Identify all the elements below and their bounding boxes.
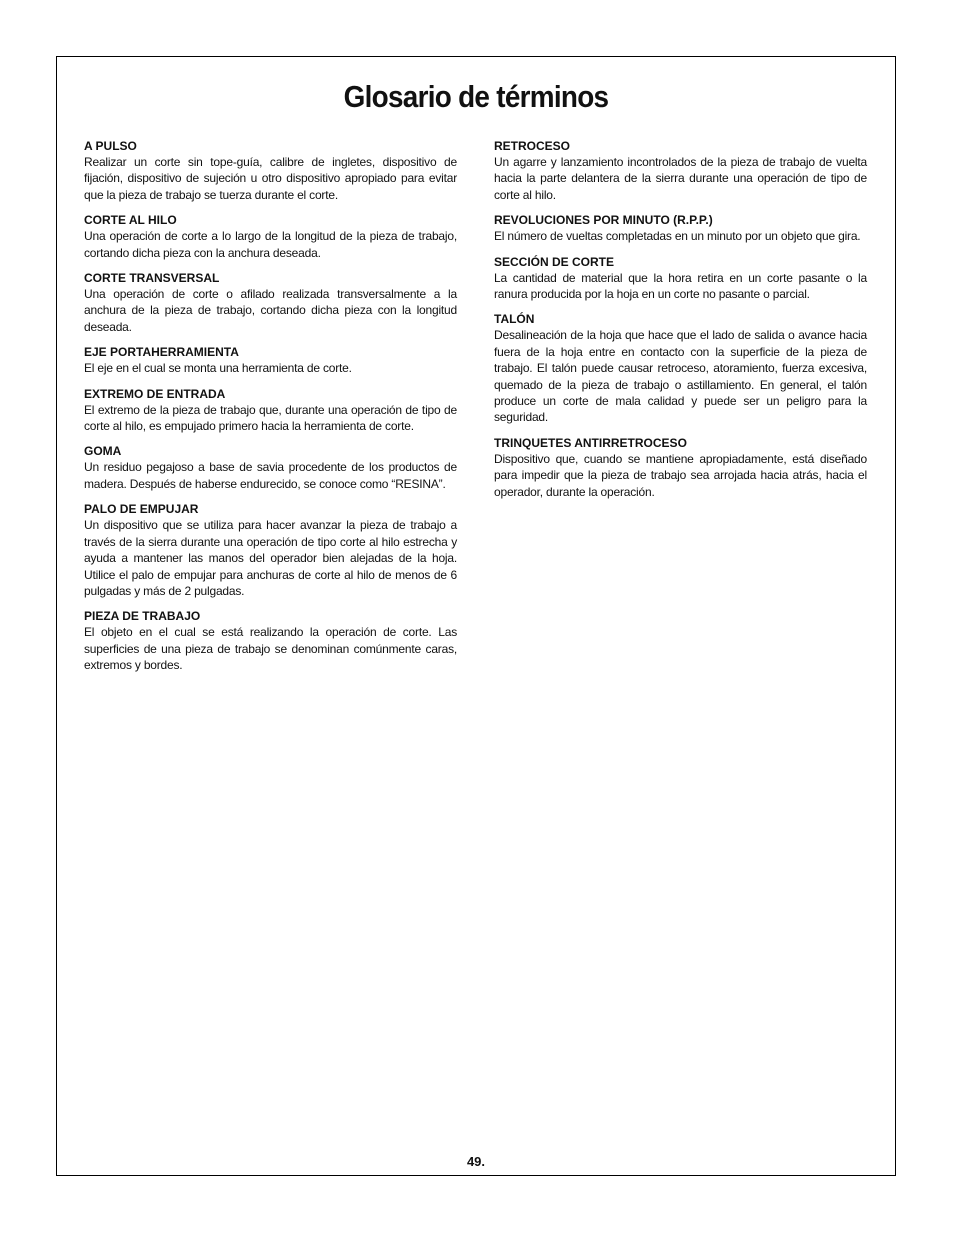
glossary-entry [84, 270, 457, 335]
glossary-entry [84, 212, 457, 261]
glossary-entry [494, 311, 867, 425]
glossary-term: TALÓN [494, 312, 535, 327]
glossary-definition: Realizar un corte sin tope-guía, calibre de ingletes, dispositivo de fijación, dispositivo de sujeción u otro dispositivo apropiado para evitar que la pieza de trabajo se tuerza durante el corte. [84, 155, 457, 202]
glossary-term: A PULSO [84, 139, 137, 153]
glossary-entry [494, 435, 867, 500]
glossary-term: TRINQUETES ANTIRRETROCESO [494, 435, 687, 450]
glossary-term: GOMA [84, 444, 122, 459]
glossary-term: CORTE AL HILO [84, 213, 177, 228]
glossary-term: CORTE TRANSVERSAL [84, 271, 220, 286]
glossary-term: SECCIÓN DE CORTE [494, 254, 615, 269]
glossary-definition: Una operación de corte o afilado realizada transversalmente a la anchura de la pieza de trabajo, cortando dicha pieza con la longitud deseada. [84, 287, 457, 334]
glossary-entry [84, 138, 457, 203]
glossary-definition: El extremo de la pieza de trabajo que, durante una operación de tipo de corte al hilo, es empujado primero hacia la herramienta de corte. [84, 402, 457, 434]
glossary-entry [84, 608, 457, 673]
glossary-entry [84, 501, 457, 599]
glossary-term: PIEZA DE TRABAJO [84, 609, 201, 624]
glossary-entry [494, 254, 867, 303]
glossary-definition: El número de vueltas completadas en un minuto por un objeto que gira. [494, 229, 861, 244]
glossary-term: PALO DE EMPUJAR [84, 502, 199, 517]
glossary-definition: Una operación de corte a lo largo de la longitud de la pieza de trabajo, cortando dicha pieza con la anchura deseada. [84, 229, 457, 260]
page-number: 49. [466, 1154, 486, 1169]
glossary-definition: Un agarre y lanzamiento incontrolados de la pieza de trabajo de vuelta hacia la parte delantera de la sierra durante una operación de tipo de corte al hilo. [494, 155, 867, 202]
glossary-term: RETROCESO [494, 139, 571, 153]
glossary-term: REVOLUCIONES POR MINUTO (R.P.P.) [494, 213, 713, 228]
glossary-definition: El eje en el cual se monta una herramienta de corte. [84, 361, 352, 376]
glossary-definition: Un dispositivo que se utiliza para hacer avanzar la pieza de trabajo a través de la sierra durante una operación de tipo corte al hilo estrecha y ayuda a mantener las manos del operador bien alejadas de la hoja. Utilice el palo de empujar para anchuras de corte al hilo de menos de 6 pulgadas y más de 2 pulgadas. [84, 518, 457, 598]
glossary-entry [494, 212, 867, 244]
glossary-column-left [84, 138, 457, 683]
glossary-entry [84, 344, 457, 376]
glossary-definition: La cantidad de material que la hora retira en un corte pasante o la ranura producida por la hoja en un corte no pasante o parcial. [494, 270, 867, 302]
glossary-definition: El objeto en el cual se está realizando la operación de corte. Las superficies de una pieza de trabajo se denominan comúnmente caras, extremos y bordes. [84, 625, 457, 673]
glossary-term: EJE PORTAHERRAMIENTA [84, 345, 239, 360]
page-title: Glosario de términos [343, 79, 609, 114]
glossary-definition: Un residuo pegajoso a base de savia procedente de los productos de madera. Después de haberse endurecido, se conoce como “RESINA”. [84, 460, 457, 491]
glossary-entry [494, 138, 867, 203]
glossary-term: EXTREMO DE ENTRADA [84, 386, 226, 401]
glossary-entry [84, 443, 457, 492]
page-frame [56, 56, 896, 1176]
glossary-column-right [494, 138, 867, 509]
glossary-definition: Dispositivo que, cuando se mantiene apropiadamente, está diseñado para impedir que la pieza de trabajo sea arrojada hacia atrás, hacia el operador, durante la operación. [494, 451, 867, 499]
glossary-definition: Desalineación de la hoja que hace que el lado de salida o avance hacia fuera de la hoja entre en contacto con la superficie de la pieza de trabajo. El talón puede causar retroceso, atoramiento, fuerza excesiva, quemado de la pieza de trabajo o astillamiento. En general, el talón produce un corte de mala calidad y puede ser un peligro para la seguridad. [494, 328, 867, 425]
glossary-entry [84, 386, 457, 435]
